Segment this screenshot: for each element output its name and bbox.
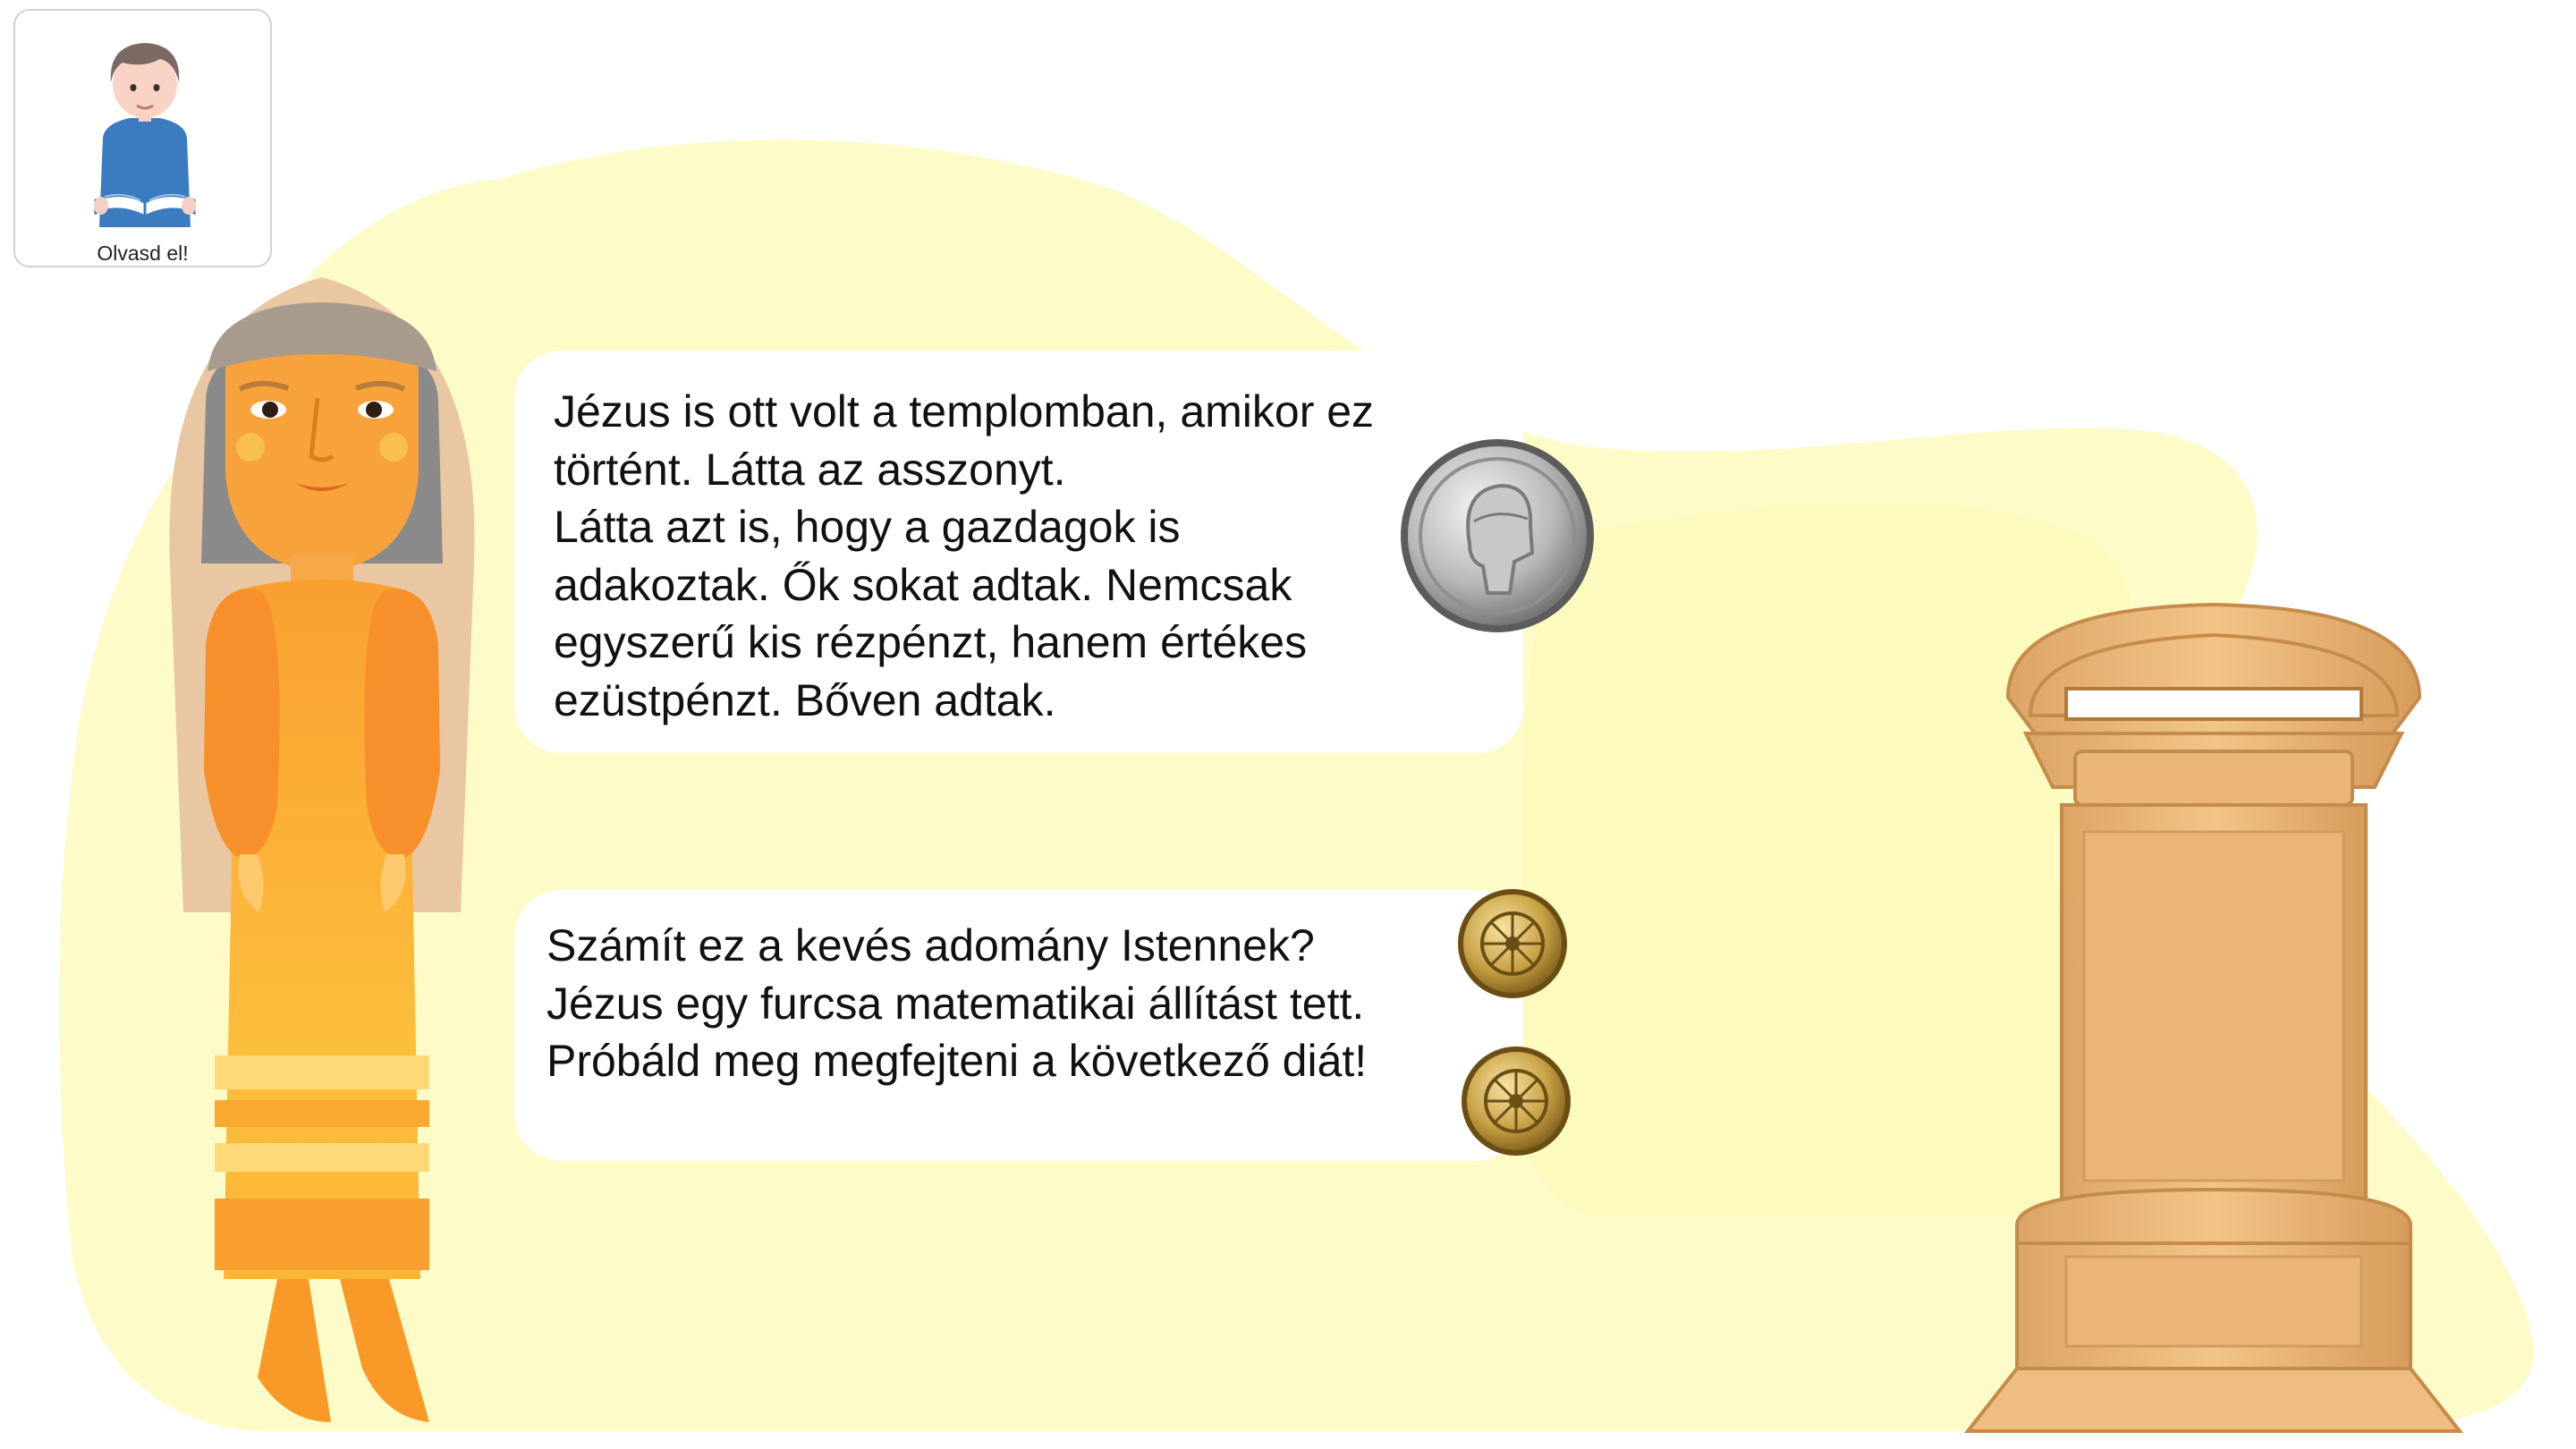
speech-bubble-top	[514, 351, 1523, 753]
silver-coin-icon	[1398, 436, 1597, 635]
gold-coin-icon	[1456, 887, 1569, 1000]
read-it-label: Olvasd el!	[97, 242, 189, 265]
read-it-card[interactable]	[13, 9, 272, 267]
offering-box	[1963, 599, 2464, 1436]
gold-coin-icon	[1460, 1045, 1572, 1157]
speech-bubble-bottom	[514, 890, 1523, 1161]
boy-reading-book-icon	[78, 21, 212, 236]
speech-bubble-top-text: Jézus is ott volt a templomban, amikor ez történt. Látta az asszonyt. Látta azt is, hogy a gazdagok is adakoztak. Ők sokat adtak. Nemcsak egyszerű kis rézpénzt, hanem értékes ezüstpénzt. Bőven adtak.	[554, 386, 1375, 725]
widow-figure	[152, 268, 492, 1431]
speech-bubble-bottom-text: Számít ez a kevés adomány Istennek? Jézus egy furcsa matematikai állítást tett. Próbáld meg megfejteni a következő diát!	[547, 920, 1368, 1086]
